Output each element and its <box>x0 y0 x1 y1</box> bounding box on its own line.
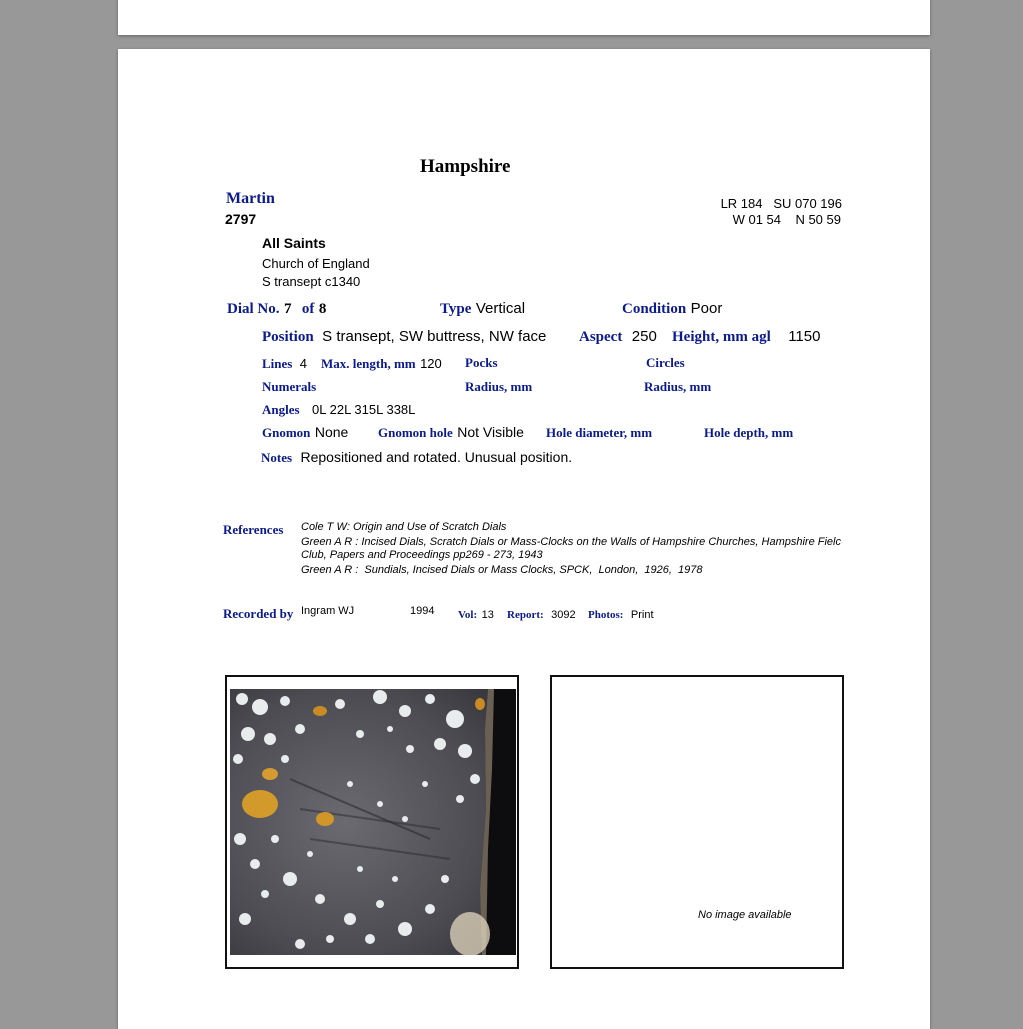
position-value: S transept, SW buttress, NW face <box>322 328 547 345</box>
dial-no-label: Dial No. <box>227 301 280 317</box>
lines-value: 4 <box>299 356 308 371</box>
photos-field <box>588 605 654 623</box>
recorded-by-label: Recorded by <box>223 606 294 621</box>
previous-page <box>118 0 930 35</box>
gnomon-hole-field <box>378 424 524 442</box>
lat-long: W 01 54 N 50 59 <box>732 212 841 227</box>
denomination: Church of England <box>262 256 370 271</box>
reference-item: Green A R : Incised Dials, Scratch Dials or Mass-Clocks on the Walls of Hampshire Churches, Hampshire Fielc <box>301 536 841 548</box>
recorded-by-value: Ingram WJ <box>301 605 355 617</box>
reference-item: Club, Papers and Proceedings pp269 - 273, 1943 <box>301 549 543 561</box>
type-value: Vertical <box>475 300 526 317</box>
vol-label: Vol: <box>458 609 478 621</box>
reference-item: Green A R : Sundials, Incised Dials or Mass Clocks, SPCK, London, 1926, 1978 <box>301 564 703 576</box>
aspect-value: 250 <box>631 328 657 345</box>
reference-item: Cole T W: Origin and Use of Scratch Dials <box>301 521 507 533</box>
radius-label-1: Radius, mm <box>465 379 533 394</box>
gnomon-value: None <box>314 424 349 440</box>
max-length-value: 120 <box>420 356 442 371</box>
max-length-label: Max. length, mm <box>321 356 416 371</box>
hole-diameter-label: Hole diameter, mm <box>546 425 653 440</box>
notes-value: Repositioned and rotated. Unusual position. <box>300 449 573 465</box>
document-page <box>118 49 930 1029</box>
lines-label: Lines <box>262 356 293 371</box>
position-label: Position <box>262 329 314 345</box>
references-label: References <box>223 522 284 537</box>
max-length-field <box>321 355 442 373</box>
of-total-value: 8 <box>318 301 327 317</box>
position-field <box>262 328 546 346</box>
height-field <box>672 328 820 346</box>
dial-number-row <box>227 300 326 318</box>
dial-photo-frame <box>225 675 519 969</box>
notes-field <box>261 449 572 467</box>
site-name: Martin <box>226 190 275 207</box>
height-label: Height, mm agl <box>672 329 771 345</box>
gnomon-label: Gnomon <box>262 425 311 440</box>
report-field <box>507 605 576 623</box>
condition-field <box>622 300 722 318</box>
gnomon-field <box>262 424 348 442</box>
gnomon-hole-value: Not Visible <box>457 424 524 440</box>
type-field <box>440 300 525 318</box>
grid-reference: LR 184 SU 070 196 <box>720 196 842 211</box>
vol-field <box>458 605 494 623</box>
of-label: of <box>301 301 315 317</box>
radius-label-2: Radius, mm <box>644 379 712 394</box>
stone-photo-image <box>230 689 516 955</box>
notes-label: Notes <box>261 450 293 465</box>
report-value: 3092 <box>551 609 576 621</box>
county-title: Hampshire <box>420 156 511 177</box>
condition-label: Condition <box>622 301 687 317</box>
dial-photo <box>230 689 516 955</box>
aspect-label: Aspect <box>579 329 623 345</box>
circles-label: Circles <box>646 355 685 370</box>
hole-depth-label: Hole depth, mm <box>704 425 794 440</box>
photos-value: Print <box>630 609 654 621</box>
site-number: 2797 <box>225 211 257 227</box>
height-value: 1150 <box>788 328 821 345</box>
gnomon-hole-label: Gnomon hole <box>378 425 453 440</box>
photos-label: Photos: <box>588 609 624 621</box>
location-detail: S transept c1340 <box>262 274 361 289</box>
vol-value: 13 <box>481 609 494 621</box>
lines-field <box>262 355 307 373</box>
report-label: Report: <box>507 609 544 621</box>
angles-label: Angles <box>262 402 300 417</box>
numerals-label: Numerals <box>262 379 317 394</box>
dial-no-value: 7 <box>283 301 292 317</box>
angles-field <box>262 401 415 419</box>
type-label: Type <box>440 301 472 317</box>
second-photo-frame <box>550 675 844 969</box>
pocks-label: Pocks <box>465 355 498 370</box>
aspect-field <box>579 328 657 346</box>
no-image-text: No image available <box>698 909 792 921</box>
condition-value: Poor <box>690 300 723 317</box>
angles-value: 0L 22L 315L 338L <box>312 402 416 417</box>
church-name: All Saints <box>262 235 326 251</box>
recorded-year: 1994 <box>410 605 435 617</box>
